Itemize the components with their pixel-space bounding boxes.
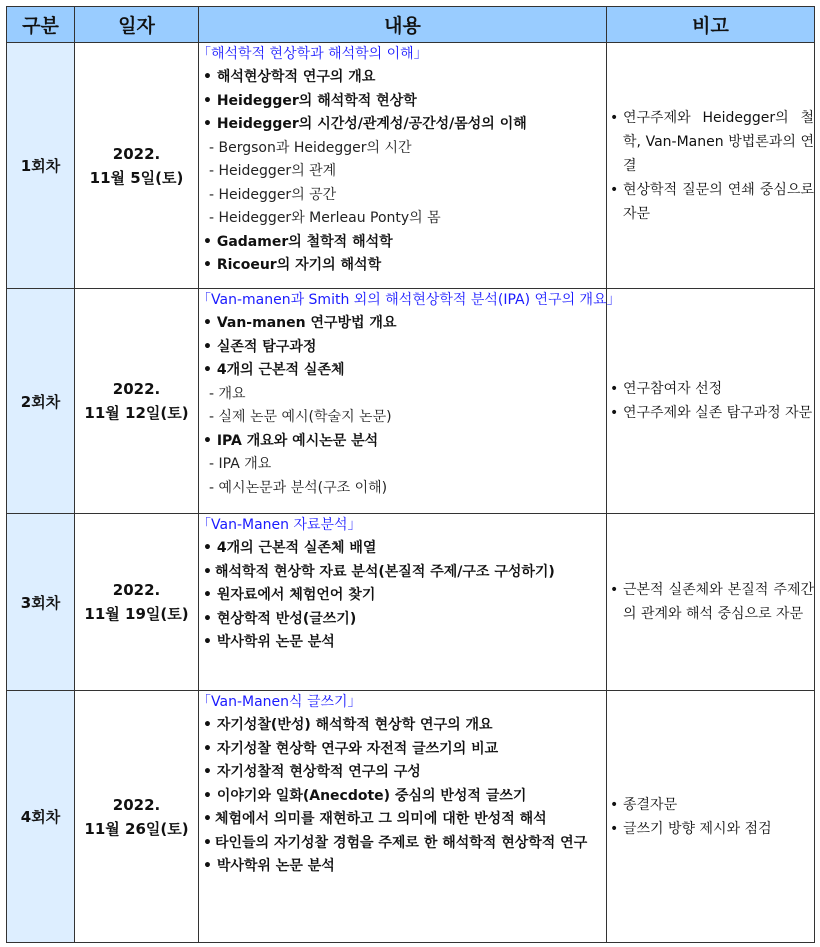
content-bullet-item: • 이야기와 일화(Anecdote) 중심의 반성적 글쓰기 xyxy=(199,785,606,809)
session-notes xyxy=(607,43,815,289)
session-notes xyxy=(607,289,815,514)
header-session: 구분 xyxy=(7,7,75,43)
content-bullet-item: • 박사학위 논문 분석 xyxy=(199,631,606,655)
session-date xyxy=(75,514,199,691)
session-date xyxy=(75,289,199,514)
content-bullet-item: • Van-manen 연구방법 개요 xyxy=(199,312,606,336)
date-line: 11월 12일(토) xyxy=(84,404,189,422)
content-bullet-item: • Heidegger의 해석학적 현상학 xyxy=(199,90,606,114)
session-row xyxy=(7,289,815,514)
content-title: 「Van-manen과 Smith 외의 해석현상학적 분석(IPA) 연구의 개요」 xyxy=(197,292,621,308)
content-sub-item: - 예시논문과 분석(구조 이해) xyxy=(199,477,606,501)
content-sub-item: - 실제 논문 예시(학술지 논문) xyxy=(199,406,606,430)
note-item: • 현상학적 질문의 연쇄 중심으로 자문 xyxy=(607,178,814,226)
date-line: 11월 26일(토) xyxy=(84,819,189,838)
date-line: 2022. xyxy=(112,380,161,398)
content-sub-item: - 개요 xyxy=(199,383,606,407)
session-row xyxy=(7,43,815,289)
content-bullet-item: • IPA 개요와 예시논문 분석 xyxy=(199,430,606,454)
note-item: • 연구참여자 선정 xyxy=(607,377,814,401)
header-date: 일자 xyxy=(75,7,199,43)
session-label: 4회차 xyxy=(7,691,75,943)
content-bullet-item: • Ricoeur의 자기의 해석학 xyxy=(199,254,606,278)
note-item: • 글쓰기 방향 제시와 점검 xyxy=(607,817,814,841)
content-bullet-item: • 자기성찰적 현상학적 연구의 구성 xyxy=(199,761,606,785)
content-bullet-item: • Gadamer의 철학적 해석학 xyxy=(199,231,606,255)
content-bullet-item: • 4개의 근본적 실존체 배열 xyxy=(199,537,606,561)
content-bullet-item: • 자기성찰 현상학 연구와 자전적 글쓰기의 비교 xyxy=(199,738,606,762)
schedule-table xyxy=(6,6,815,943)
content-bullet-item: • 원자료에서 체험언어 찾기 xyxy=(199,584,606,608)
header-content: 내용 xyxy=(199,7,607,43)
content-sub-item: - Heidegger의 공간 xyxy=(199,184,606,208)
date-line: 2022. xyxy=(112,581,161,599)
content-bullet-item: • 현상학적 반성(글쓰기) xyxy=(199,608,606,632)
session-date xyxy=(75,43,199,289)
content-bullet-item: • 박사학위 논문 분석 xyxy=(199,855,606,879)
session-label: 1회차 xyxy=(7,43,75,289)
note-item: • 연구주제와 실존 탐구과정 자문 xyxy=(607,401,814,425)
session-notes xyxy=(607,691,815,943)
session-content xyxy=(197,289,621,514)
header-row xyxy=(7,7,815,43)
date-line: 2022. xyxy=(112,795,161,814)
content-bullet-item: • 타인들의 자기성찰 경험을 주제로 한 해석학적 현상학적 연구 xyxy=(199,832,606,856)
session-content xyxy=(199,514,607,691)
note-item: • 근본적 실존체와 본질적 주제간의 관계와 해석 중심으로 자문 xyxy=(607,578,814,626)
content-bullet-item: • 4개의 근본적 실존체 xyxy=(199,359,606,383)
date-line: 11월 19일(토) xyxy=(84,605,189,623)
note-item: • 종결자문 xyxy=(607,793,814,817)
header-notes: 비고 xyxy=(607,7,815,43)
content-bullet-item: • Heidegger의 시간성/관계성/공간성/몸성의 이해 xyxy=(199,113,606,137)
session-row xyxy=(7,691,815,943)
content-bullet-item: • 해석학적 현상학 자료 분석(본질적 주제/구조 구성하기) xyxy=(199,561,606,585)
note-item: • 연구주제와 Heidegger의 철학, Van-Manen 방법론과의 연결 xyxy=(607,106,814,178)
content-bullet-item: • 체험에서 의미를 재현하고 그 의미에 대한 반성적 해석 xyxy=(199,808,606,832)
content-sub-item: - IPA 개요 xyxy=(199,453,606,477)
content-title: 「Van-Manen 자료분석」 xyxy=(197,517,362,533)
date-line: 2022. xyxy=(112,144,161,163)
content-bullet-item: • 해석현상학적 연구의 개요 xyxy=(199,66,606,90)
content-bullet-item: • 실존적 탐구과정 xyxy=(199,336,606,360)
session-label: 3회차 xyxy=(7,514,75,691)
content-bullet-item: • 자기성찰(반성) 해석학적 현상학 연구의 개요 xyxy=(199,714,606,738)
content-title: 「해석학적 현상학과 해석학의 이해」 xyxy=(197,46,428,62)
session-date xyxy=(75,691,199,943)
date-line: 11월 5일(토) xyxy=(89,168,184,187)
session-row xyxy=(7,514,815,691)
content-sub-item: - Bergson과 Heidegger의 시간 xyxy=(199,137,606,161)
session-notes xyxy=(607,514,815,691)
content-sub-item: - Heidegger의 관계 xyxy=(199,160,606,184)
session-content xyxy=(199,43,607,289)
content-title: 「Van-Manen식 글쓰기」 xyxy=(197,694,362,710)
session-content xyxy=(199,691,607,943)
content-sub-item: - Heidegger와 Merleau Ponty의 몸 xyxy=(199,207,606,231)
session-label: 2회차 xyxy=(7,289,75,514)
